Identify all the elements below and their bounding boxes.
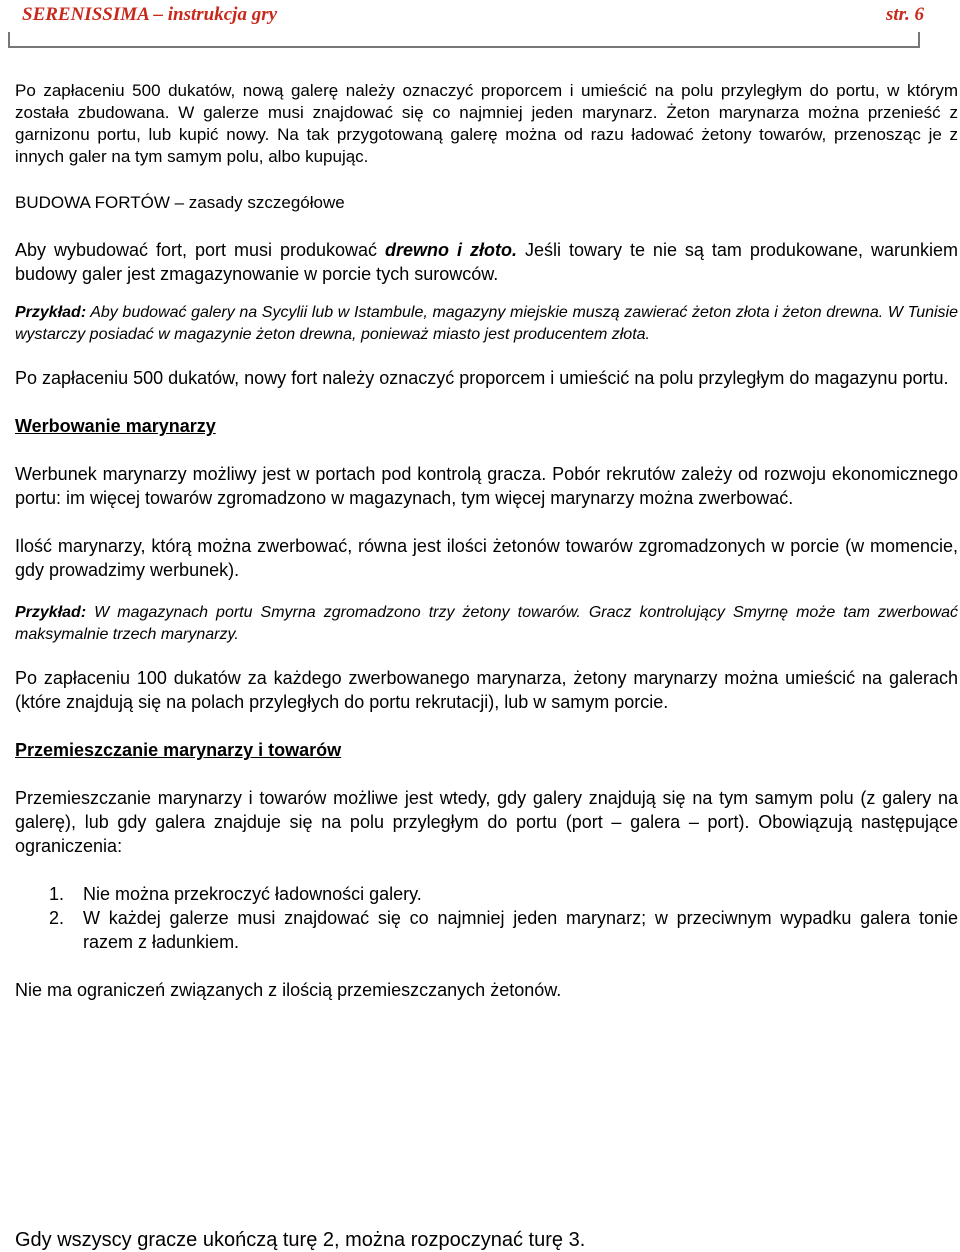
paragraph-movement-2: Nie ma ograniczeń związanych z ilością przemieszczanych żetonów.	[15, 980, 562, 1000]
fort-req-emphasis: drewno i złoto.	[385, 240, 517, 260]
paragraph-fort-payment: Po zapłaceniu 500 dukatów, nowy fort należy oznaczyć proporcem i umieścić na polu przyległym do magazynu portu.	[15, 368, 949, 388]
list-item	[15, 882, 958, 906]
header-rule	[8, 38, 920, 48]
paragraph-turn-end: Gdy wszyscy gracze ukończą turę 2, można rozpoczynać turę 3.	[15, 1229, 586, 1251]
heading-recruitment: Werbowanie marynarzy	[15, 416, 216, 436]
list-item-number: 2.	[49, 908, 65, 928]
paragraph-fort-requirements	[15, 238, 958, 286]
example-text: Aby budować galery na Sycylii lub w Istambule, magazyny miejskie muszą zawierać żeton złota i żeton drewna. W Tunisie wystarczy posiadać w magazynie żeton drewna, ponieważ miasto jest producentem złota.	[15, 304, 958, 343]
example-fort	[15, 302, 958, 346]
fort-req-text-c: Jeśli towary te nie są tam produkowane, warunkiem budowy galer jest zmagazynowanie w porcie tych surowców.	[15, 240, 958, 284]
paragraph-recruitment-3: Po zapłaceniu 100 dukatów za każdego zwerbowanego marynarza, żetony marynarzy można umieścić na galerach (które znajdują się na polach przyległych do portu rekrutacji), lub w samym porcie.	[15, 668, 958, 712]
document-body	[15, 80, 958, 1002]
example-text: W magazynach portu Smyrna zgromadzono trzy żetony towarów. Gracz kontrolujący Smyrnę może tam zwerbować maksymalnie trzech marynarzy.	[15, 604, 958, 643]
page-header	[22, 4, 924, 26]
header-title: SERENISSIMA – instrukcja gry	[22, 4, 278, 25]
list-item-text: W każdej galerze musi znajdować się co najmniej jeden marynarz; w przeciwnym wypadku galera tonie razem z ładunkiem.	[83, 908, 958, 952]
paragraph-galley-payment: Po zapłaceniu 500 dukatów, nową galerę należy oznaczyć proporcem i umieścić na polu przyległym do portu, w którym została zbudowana. W galerze musi znajdować się co najmniej jeden marynarz. Żeton marynarza można przenieść z garnizonu portu, lub kupić nowy. Na tak przygotowaną galerę można od razu ładować żetony towarów, przenosząc je z innych galer na tym samym polu, albo kupując.	[15, 81, 958, 166]
heading-movement: Przemieszczanie marynarzy i towarów	[15, 740, 342, 760]
paragraph-recruitment-2: Ilość marynarzy, którą można zwerbować, równa jest ilości żetonów towarów zgromadzonych w porcie (w momencie, gdy prowadzimy werbunek).	[15, 536, 958, 580]
example-label: Przykład:	[15, 604, 87, 621]
restrictions-list	[15, 882, 958, 954]
fort-req-text-a: Aby wybudować fort, port musi produkować	[15, 240, 386, 260]
example-label: Przykład:	[15, 304, 87, 321]
header-page-number: str. 6	[885, 4, 924, 25]
paragraph-movement-1: Przemieszczanie marynarzy i towarów możliwe jest wtedy, gdy galery znajdują się na tym samym polu (z galery na galerę), lub gdy galera znajduje się na polu przyległym do portu (port – galera – port). Obowiązują następujące ograniczenia:	[15, 788, 958, 856]
list-item	[15, 906, 958, 954]
list-item-text: Nie można przekroczyć ładowności galery.	[83, 884, 422, 904]
example-recruitment	[15, 602, 958, 646]
paragraph-recruitment-1: Werbunek marynarzy możliwy jest w portach pod kontrolą gracza. Pobór rekrutów zależy od rozwoju ekonomicznego portu: im więcej towarów zgromadzono w magazynach, tym więcej marynarzy można zwerbować.	[15, 464, 958, 508]
heading-fort-building: BUDOWA FORTÓW – zasady szczegółowe	[15, 193, 345, 212]
list-item-number: 1.	[49, 884, 65, 904]
